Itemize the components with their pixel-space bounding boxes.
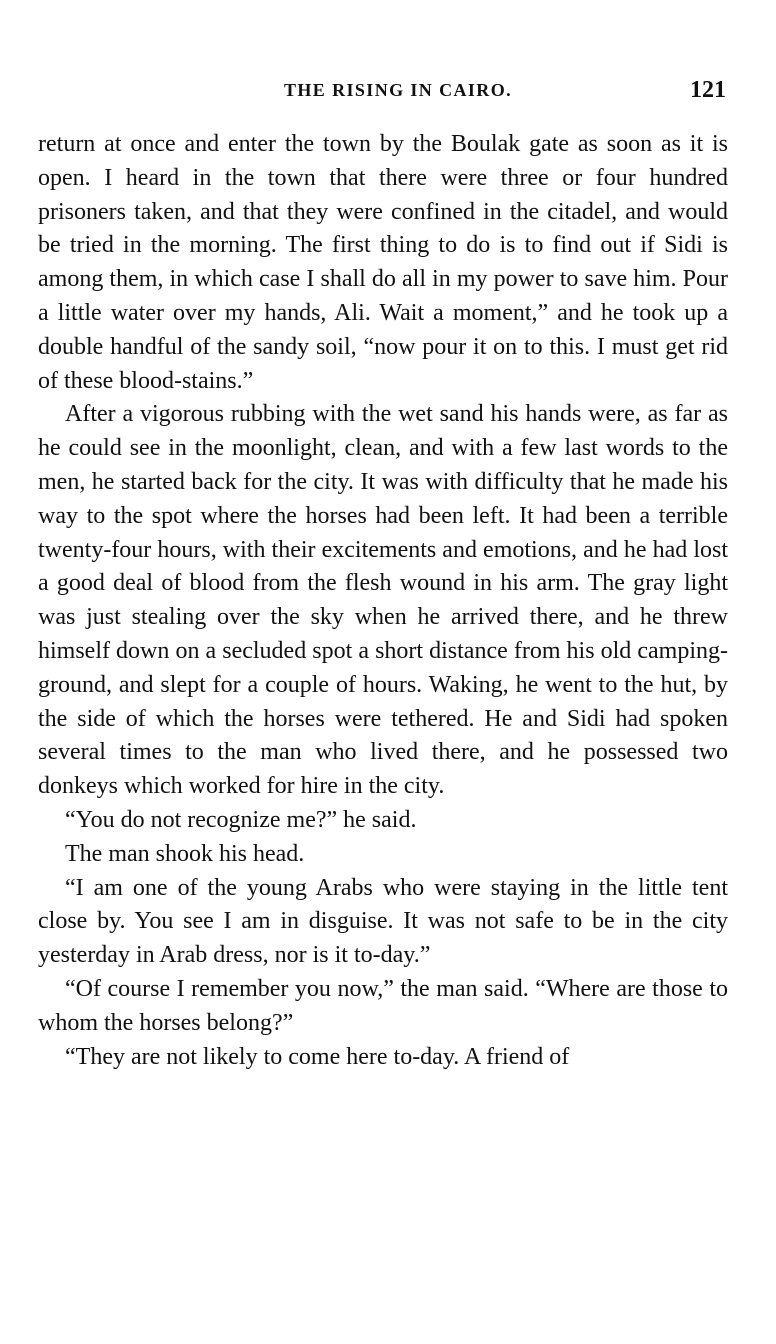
- body-text: [38, 128, 728, 1074]
- page-number: 121: [690, 77, 726, 103]
- dialogue-paragraph: “Of course I remember you now,” the man said. “Where are those to whom the horses belong?”: [38, 975, 728, 1036]
- dialogue-paragraph: “You do not recognize me?” he said.: [65, 806, 417, 833]
- paragraph: The man shook his head.: [65, 840, 305, 867]
- dialogue-paragraph: “I am one of the young Arabs who were staying in the little tent close by. You see I am in disguise. It was not safe to be in the city yesterday in Arab dress, nor is it to-day.”: [38, 874, 728, 969]
- dialogue-paragraph: “They are not likely to come here to-day. A friend of: [65, 1043, 570, 1070]
- page-header: [38, 77, 728, 112]
- running-head: THE RISING IN CAIRO.: [283, 80, 513, 100]
- paragraph: After a vigorous rubbing with the wet sand his hands were, as far as he could see in the moonlight, clean, and with a few last words to the men, he started back for the city. It was with difficulty that he made his way to the spot where the horses had been left. It had been a terrible twenty-four hours, with their excitements and emotions, and he had lost a good deal of blood from the flesh wound in his arm. The gray light was just stealing over the sky when he arrived there, and he threw himself down on a secluded spot a short distance from his old camping-ground, and slept for a couple of hours. Waking, he went to the hut, by the side of which the horses were tethered. He and Sidi had spoken several times to the man who lived there, and he possessed two donkeys which worked for hire in the city.: [38, 401, 728, 800]
- paragraph-continuation: return at once and enter the town by the Boulak gate as soon as it is open. I heard in the town that there were three or four hundred prisoners taken, and that they were confined in the citadel, and would be tried in the morning. The first thing to do is to find out if Sidi is among them, in which case I shall do all in my power to save him. Pour a little water over my hands, Ali. Wait a moment,” and he took up a double handful of the sandy soil, “now pour it on to this. I must get rid of these blood-stains.”: [38, 131, 728, 394]
